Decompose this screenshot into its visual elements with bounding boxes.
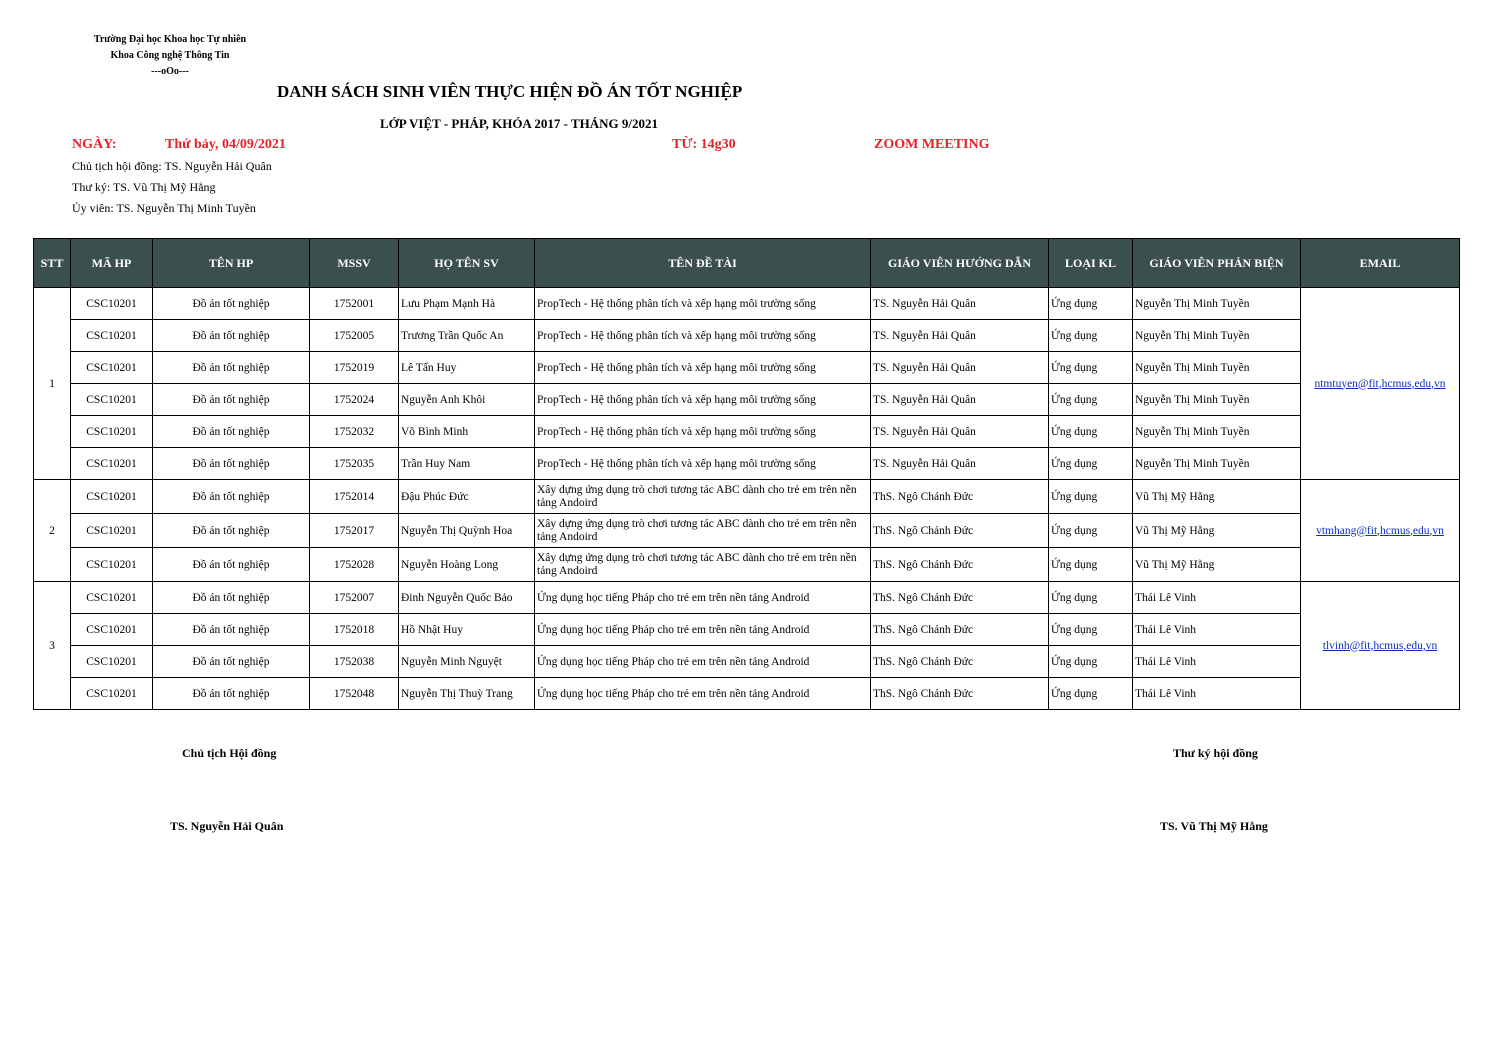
cell-ten-hp: Đồ án tốt nghiệp [153,514,310,548]
cell-ma-hp: CSC10201 [71,548,153,582]
cell-mssv: 1752028 [310,548,399,582]
secretary-signature-name: TS. Vũ Thị Mỹ Hằng [1160,819,1268,833]
cell-de-tai: Ứng dụng học tiếng Pháp cho trẻ em trên nền tảng Android [535,678,871,710]
cell-ma-hp: CSC10201 [71,514,153,548]
cell-ten-hp: Đồ án tốt nghiệp [153,480,310,514]
cell-mssv: 1752048 [310,678,399,710]
cell-mssv: 1752032 [310,416,399,448]
cell-de-tai: PropTech - Hệ thống phân tích và xếp hạng môi trường sống [535,384,871,416]
cell-ten-hp: Đồ án tốt nghiệp [153,614,310,646]
table-row [34,288,1460,320]
cell-ma-hp: CSC10201 [71,416,153,448]
cell-de-tai: PropTech - Hệ thống phân tích và xếp hạng môi trường sống [535,288,871,320]
cell-ma-hp: CSC10201 [71,320,153,352]
col-header-gvhd: GIÁO VIÊN HƯỚNG DẪN [871,239,1049,288]
cell-gvhd: TS. Nguyễn Hải Quân [871,448,1049,480]
cell-ma-hp: CSC10201 [71,582,153,614]
cell-ten-hp: Đồ án tốt nghiệp [153,352,310,384]
chair-signature-title: Chủ tịch Hội đồng [182,746,277,760]
student-table [33,238,1460,710]
cell-de-tai: Xây dựng ứng dụng trò chơi tương tác ABC dành cho trẻ em trên nền tảng Andoird [535,480,871,514]
cell-loai-kl: Ứng dụng [1049,448,1133,480]
table-row [34,614,1460,646]
cell-ten-hp: Đồ án tốt nghiệp [153,582,310,614]
cell-gvhd: TS. Nguyễn Hải Quân [871,416,1049,448]
cell-gvhd: ThS. Ngô Chánh Đức [871,614,1049,646]
cell-ten-hp: Đồ án tốt nghiệp [153,548,310,582]
table-row [34,480,1460,514]
cell-ten-hp: Đồ án tốt nghiệp [153,678,310,710]
cell-de-tai: PropTech - Hệ thống phân tích và xếp hạng môi trường sống [535,416,871,448]
cell-gvpb: Vũ Thị Mỹ Hằng [1133,514,1301,548]
table-row [34,548,1460,582]
cell-mssv: 1752038 [310,646,399,678]
cell-gvpb: Thái Lê Vinh [1133,678,1301,710]
col-header-ho-ten: HỌ TÊN SV [399,239,535,288]
cell-loai-kl: Ứng dụng [1049,416,1133,448]
cell-loai-kl: Ứng dụng [1049,614,1133,646]
cell-de-tai: Ứng dụng học tiếng Pháp cho trẻ em trên nền tảng Android [535,582,871,614]
time-label: TỪ: 14g30 [672,137,736,152]
cell-gvhd: TS. Nguyễn Hải Quân [871,288,1049,320]
cell-stt: 3 [34,582,71,710]
table-header-row [34,239,1460,288]
cell-ma-hp: CSC10201 [71,352,153,384]
date-value: Thứ bảy, 04/09/2021 [165,137,286,152]
cell-ma-hp: CSC10201 [71,614,153,646]
cell-ho-ten: Trương Trần Quốc An [399,320,535,352]
cell-ten-hp: Đồ án tốt nghiệp [153,384,310,416]
cell-de-tai: Ứng dụng học tiếng Pháp cho trẻ em trên nền tảng Android [535,614,871,646]
cell-loai-kl: Ứng dụng [1049,288,1133,320]
cell-ho-ten: Nguyễn Minh Nguyệt [399,646,535,678]
cell-ten-hp: Đồ án tốt nghiệp [153,288,310,320]
date-label: NGÀY: [72,137,117,152]
chair-signature-name: TS. Nguyễn Hải Quân [170,819,284,833]
cell-ho-ten: Đinh Nguyễn Quốc Bảo [399,582,535,614]
cell-ho-ten: Lưu Phạm Mạnh Hà [399,288,535,320]
table-row [34,646,1460,678]
table-row [34,384,1460,416]
cell-gvpb: Nguyễn Thị Minh Tuyền [1133,384,1301,416]
cell-stt: 1 [34,288,71,480]
cell-mssv: 1752035 [310,448,399,480]
cell-ho-ten: Nguyễn Anh Khôi [399,384,535,416]
committee-secretary: Thư ký: TS. Vũ Thị Mỹ Hằng [72,180,216,194]
cell-ho-ten: Đậu Phúc Đức [399,480,535,514]
cell-email-link[interactable]: vtmhang@fit,hcmus,edu,vn [1301,480,1460,582]
cell-ho-ten: Hồ Nhật Huy [399,614,535,646]
page-title: DANH SÁCH SINH VIÊN THỰC HIỆN ĐỒ ÁN TỐT NGHIỆP [277,82,743,101]
cell-ho-ten: Nguyễn Thị Thuỳ Trang [399,678,535,710]
table-row [34,320,1460,352]
cell-ho-ten: Trần Huy Nam [399,448,535,480]
table-row [34,514,1460,548]
cell-de-tai: Xây dựng ứng dụng trò chơi tương tác ABC dành cho trẻ em trên nền tảng Andoird [535,514,871,548]
cell-ten-hp: Đồ án tốt nghiệp [153,320,310,352]
cell-loai-kl: Ứng dụng [1049,480,1133,514]
cell-gvpb: Vũ Thị Mỹ Hằng [1133,548,1301,582]
cell-ho-ten: Võ Bình Minh [399,416,535,448]
cell-ten-hp: Đồ án tốt nghiệp [153,448,310,480]
table-row [34,416,1460,448]
cell-mssv: 1752019 [310,352,399,384]
cell-gvhd: ThS. Ngô Chánh Đức [871,582,1049,614]
cell-gvhd: TS. Nguyễn Hải Quân [871,384,1049,416]
cell-mssv: 1752007 [310,582,399,614]
cell-loai-kl: Ứng dụng [1049,384,1133,416]
cell-ho-ten: Nguyễn Thị Quỳnh Hoa [399,514,535,548]
cell-gvpb: Thái Lê Vinh [1133,646,1301,678]
cell-gvhd: TS. Nguyễn Hải Quân [871,352,1049,384]
cell-gvhd: TS. Nguyễn Hải Quân [871,320,1049,352]
cell-mssv: 1752018 [310,614,399,646]
school-ornament: ---oOo--- [151,66,189,77]
cell-gvpb: Nguyễn Thị Minh Tuyền [1133,288,1301,320]
cell-loai-kl: Ứng dụng [1049,646,1133,678]
cell-email-link[interactable]: tlvinh@fit,hcmus,edu,vn [1301,582,1460,710]
cell-ma-hp: CSC10201 [71,448,153,480]
cell-mssv: 1752005 [310,320,399,352]
cell-gvpb: Nguyễn Thị Minh Tuyền [1133,320,1301,352]
table-row [34,352,1460,384]
cell-gvhd: ThS. Ngô Chánh Đức [871,646,1049,678]
cell-de-tai: PropTech - Hệ thống phân tích và xếp hạng môi trường sống [535,448,871,480]
cell-gvhd: ThS. Ngô Chánh Đức [871,480,1049,514]
cell-loai-kl: Ứng dụng [1049,352,1133,384]
cell-mssv: 1752017 [310,514,399,548]
cell-gvpb: Nguyễn Thị Minh Tuyền [1133,448,1301,480]
cell-loai-kl: Ứng dụng [1049,548,1133,582]
cell-gvpb: Nguyễn Thị Minh Tuyền [1133,352,1301,384]
col-header-gvpb: GIÁO VIÊN PHẢN BIỆN [1133,239,1301,288]
cell-stt: 2 [34,480,71,582]
col-header-email: EMAIL [1301,239,1460,288]
committee-member: Ủy viên: TS. Nguyễn Thị Minh Tuyền [72,201,256,215]
cell-mssv: 1752001 [310,288,399,320]
cell-gvhd: ThS. Ngô Chánh Đức [871,514,1049,548]
cell-gvpb: Vũ Thị Mỹ Hằng [1133,480,1301,514]
cell-de-tai: PropTech - Hệ thống phân tích và xếp hạng môi trường sống [535,320,871,352]
cell-mssv: 1752014 [310,480,399,514]
cell-de-tai: Ứng dụng học tiếng Pháp cho trẻ em trên nền tảng Android [535,646,871,678]
secretary-signature-title: Thư ký hội đồng [1173,746,1258,760]
col-header-mssv: MSSV [310,239,399,288]
cell-gvpb: Thái Lê Vinh [1133,582,1301,614]
school-header [60,32,280,80]
cell-ma-hp: CSC10201 [71,384,153,416]
table-row [34,448,1460,480]
col-header-loai-kl: LOẠI KL [1049,239,1133,288]
col-header-de-tai: TÊN ĐỀ TÀI [535,239,871,288]
cell-gvhd: ThS. Ngô Chánh Đức [871,678,1049,710]
col-header-stt: STT [34,239,71,288]
cell-ho-ten: Lê Tấn Huy [399,352,535,384]
cell-gvhd: ThS. Ngô Chánh Đức [871,548,1049,582]
cell-loai-kl: Ứng dụng [1049,514,1133,548]
cell-gvpb: Nguyễn Thị Minh Tuyền [1133,416,1301,448]
cell-ma-hp: CSC10201 [71,480,153,514]
cell-mssv: 1752024 [310,384,399,416]
committee-chair: Chủ tịch hội đồng: TS. Nguyễn Hải Quân [72,159,272,173]
cell-ten-hp: Đồ án tốt nghiệp [153,416,310,448]
col-header-ma-hp: MÃ HP [71,239,153,288]
col-header-ten-hp: TÊN HP [153,239,310,288]
cell-gvpb: Thái Lê Vinh [1133,614,1301,646]
cell-loai-kl: Ứng dụng [1049,320,1133,352]
cell-ma-hp: CSC10201 [71,288,153,320]
cell-loai-kl: Ứng dụng [1049,678,1133,710]
cell-ten-hp: Đồ án tốt nghiệp [153,646,310,678]
cell-ma-hp: CSC10201 [71,678,153,710]
cell-loai-kl: Ứng dụng [1049,582,1133,614]
page-subtitle: LỚP VIỆT - PHÁP, KHÓA 2017 - THÁNG 9/2021 [380,116,658,131]
cell-ho-ten: Nguyễn Hoàng Long [399,548,535,582]
cell-ma-hp: CSC10201 [71,646,153,678]
faculty-name: Khoa Công nghệ Thông Tin [110,50,230,61]
cell-de-tai: Xây dựng ứng dụng trò chơi tương tác ABC dành cho trẻ em trên nền tảng Andoird [535,548,871,582]
meeting-location: ZOOM MEETING [874,137,990,152]
table-row [34,582,1460,614]
table-row [34,678,1460,710]
school-name: Trường Đại học Khoa học Tự nhiên [93,34,247,45]
cell-email-link[interactable]: ntmtuyen@fit,hcmus,edu,vn [1301,288,1460,480]
cell-de-tai: PropTech - Hệ thống phân tích và xếp hạng môi trường sống [535,352,871,384]
